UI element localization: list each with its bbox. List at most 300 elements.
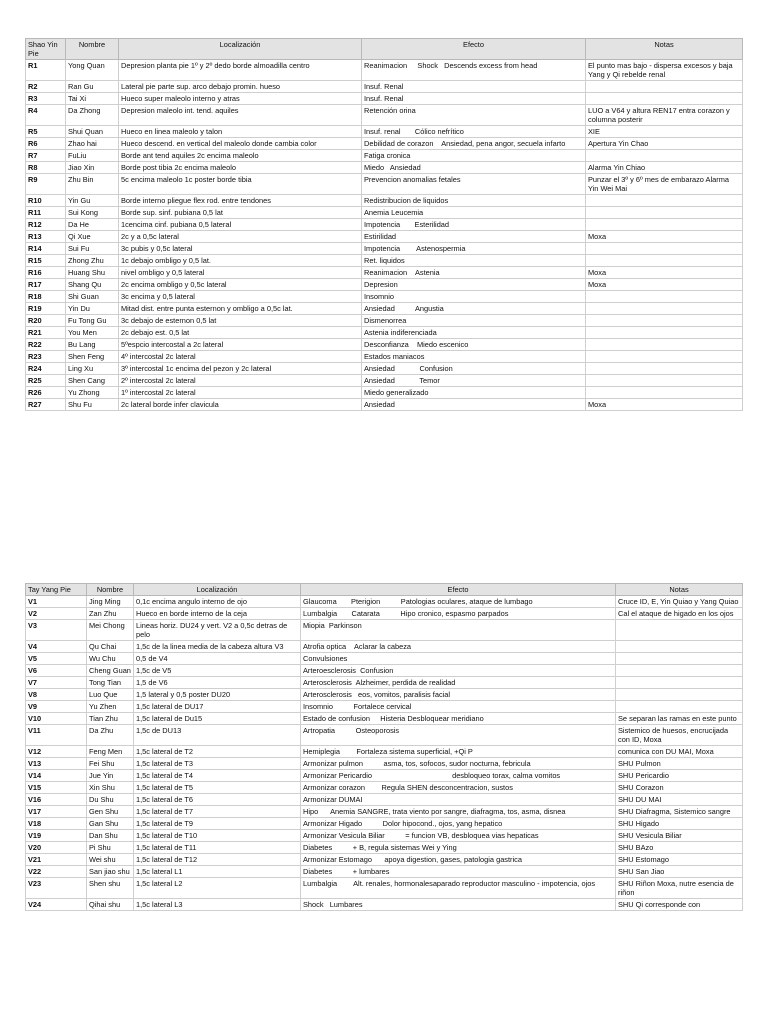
- table-row: [26, 725, 743, 746]
- shao-yin-pie-table: [25, 38, 743, 411]
- point-code: V6: [26, 665, 87, 677]
- localizacion-cell: 3c debajo de esternon 0,5 lat: [119, 315, 362, 327]
- localizacion-cell: Lateral pie parte sup. arco debajo promin. hueso: [119, 81, 362, 93]
- point-name: Huang Shu: [66, 267, 119, 279]
- localizacion-cell: 1,5c lateral L2: [134, 878, 301, 899]
- point-name: Yu Zhong: [66, 387, 119, 399]
- localizacion-cell: 1,5c lateral de T5: [134, 782, 301, 794]
- efecto-cell: Prevencion anomalias fetales: [362, 174, 586, 195]
- table-row: [26, 806, 743, 818]
- localizacion-cell: 1º intercostal 2c lateral: [119, 387, 362, 399]
- table-row: [26, 327, 743, 339]
- point-code: V10: [26, 713, 87, 725]
- notas-cell: Cruce ID, E, Yin Quiao y Yang Quiao: [616, 596, 743, 608]
- table-row: [26, 878, 743, 899]
- point-name: Tong Tian: [87, 677, 134, 689]
- point-name: Yu Zhen: [87, 701, 134, 713]
- point-name: Du Shu: [87, 794, 134, 806]
- point-code: R18: [26, 291, 66, 303]
- point-code: R27: [26, 399, 66, 411]
- point-code: R11: [26, 207, 66, 219]
- localizacion-cell: 1,5c lateral de T2: [134, 746, 301, 758]
- point-code: R14: [26, 243, 66, 255]
- header-nombre: Nombre: [87, 584, 134, 596]
- localizacion-cell: 1,5c lateral de T7: [134, 806, 301, 818]
- table-row: [26, 255, 743, 267]
- notas-cell: [586, 195, 743, 207]
- table-row: [26, 782, 743, 794]
- point-name: Xin Shu: [87, 782, 134, 794]
- point-code: R17: [26, 279, 66, 291]
- efecto-cell: Insomnio Fortalece cervical: [301, 701, 616, 713]
- point-name: Yong Quan: [66, 60, 119, 81]
- point-code: V23: [26, 878, 87, 899]
- point-name: Qi Xue: [66, 231, 119, 243]
- point-name: Da Zhu: [87, 725, 134, 746]
- point-code: R21: [26, 327, 66, 339]
- table-row: [26, 375, 743, 387]
- efecto-cell: Miopia Parkinson: [301, 620, 616, 641]
- localizacion-cell: 1,5c de la linea media de la cabeza altura V3: [134, 641, 301, 653]
- point-code: R10: [26, 195, 66, 207]
- point-code: R23: [26, 351, 66, 363]
- point-name: Zan Zhu: [87, 608, 134, 620]
- point-code: V7: [26, 677, 87, 689]
- point-name: Pi Shu: [87, 842, 134, 854]
- notas-cell: Alarma Yin Chiao: [586, 162, 743, 174]
- point-code: V13: [26, 758, 87, 770]
- point-name: Luo Que: [87, 689, 134, 701]
- point-code: R9: [26, 174, 66, 195]
- notas-cell: [586, 315, 743, 327]
- point-code: R1: [26, 60, 66, 81]
- table-row: [26, 596, 743, 608]
- efecto-cell: Miedo generalizado: [362, 387, 586, 399]
- efecto-cell: Lumbalgia Catarata Hipo cronico, espasmo parpados: [301, 608, 616, 620]
- table-row: [26, 219, 743, 231]
- table-row: [26, 243, 743, 255]
- notas-cell: Apertura Yin Chao: [586, 138, 743, 150]
- notas-cell: SHU Vesicula Biliar: [616, 830, 743, 842]
- table-row: [26, 713, 743, 725]
- efecto-cell: Atrofia optica Aclarar la cabeza: [301, 641, 616, 653]
- efecto-cell: Insuf. renal Cólico nefrítico: [362, 126, 586, 138]
- localizacion-cell: 2c encima ombligo y 0,5c lateral: [119, 279, 362, 291]
- table-row: [26, 207, 743, 219]
- localizacion-cell: Hueco en linea maleolo y talon: [119, 126, 362, 138]
- localizacion-cell: 3º intercostal 1c encima del pezon y 2c lateral: [119, 363, 362, 375]
- efecto-cell: Astenia indiferenciada: [362, 327, 586, 339]
- notas-cell: Moxa: [586, 279, 743, 291]
- table-row: [26, 315, 743, 327]
- table-row: [26, 794, 743, 806]
- header-localizacion: Localización: [134, 584, 301, 596]
- point-name: Shu Fu: [66, 399, 119, 411]
- notas-cell: SHU Pulmon: [616, 758, 743, 770]
- table-row: [26, 351, 743, 363]
- point-name: Gen Shu: [87, 806, 134, 818]
- table-body: [26, 60, 743, 411]
- localizacion-cell: Borde interno pliegue flex rod. entre tendones: [119, 195, 362, 207]
- point-code: R12: [26, 219, 66, 231]
- notas-cell: El punto mas bajo - dispersa excesos y baja Yang y Qi rebelde renal: [586, 60, 743, 81]
- efecto-cell: Armonizar Pericardio desbloqueo torax, calma vomitos: [301, 770, 616, 782]
- efecto-cell: Ansiedad Angustia: [362, 303, 586, 315]
- table-row: [26, 746, 743, 758]
- efecto-cell: Dismenorrea: [362, 315, 586, 327]
- point-name: Fei Shu: [87, 758, 134, 770]
- notas-cell: SHU Estomago: [616, 854, 743, 866]
- table-row: [26, 387, 743, 399]
- point-name: Ran Gu: [66, 81, 119, 93]
- notas-cell: [586, 363, 743, 375]
- efecto-cell: Armonizar DUMAI: [301, 794, 616, 806]
- point-name: Gan Shu: [87, 818, 134, 830]
- point-name: FuLiu: [66, 150, 119, 162]
- notas-cell: [586, 150, 743, 162]
- header-nombre: Nombre: [66, 39, 119, 60]
- localizacion-cell: Depresion planta pie 1º y 2º dedo borde almoadilla centro: [119, 60, 362, 81]
- efecto-cell: Diabetes + B, regula sistemas Wei y Ying: [301, 842, 616, 854]
- notas-cell: [586, 327, 743, 339]
- notas-cell: comunica con DU MAI, Moxa: [616, 746, 743, 758]
- point-name: Shen shu: [87, 878, 134, 899]
- notas-cell: SHU Pericardio: [616, 770, 743, 782]
- table-row: [26, 363, 743, 375]
- notas-cell: SHU Corazon: [616, 782, 743, 794]
- point-name: Qihai shu: [87, 899, 134, 911]
- notas-cell: [616, 677, 743, 689]
- point-code: V14: [26, 770, 87, 782]
- notas-cell: [586, 255, 743, 267]
- efecto-cell: Arteroesclerosis Confusion: [301, 665, 616, 677]
- localizacion-cell: 2º intercostal 2c lateral: [119, 375, 362, 387]
- localizacion-cell: 5ºespcio intercostal a 2c lateral: [119, 339, 362, 351]
- table-row: [26, 279, 743, 291]
- header-efecto: Efecto: [301, 584, 616, 596]
- efecto-cell: Impotencia Astenospermia: [362, 243, 586, 255]
- localizacion-cell: Depresion maleolo int. tend. aquiles: [119, 105, 362, 126]
- table-row: [26, 81, 743, 93]
- localizacion-cell: 3c pubis y 0,5c lateral: [119, 243, 362, 255]
- efecto-cell: Armonizar Vesicula Biliar = funcion VB, desbloquea vias hepaticas: [301, 830, 616, 842]
- efecto-cell: Desconfianza Miedo escenico: [362, 339, 586, 351]
- localizacion-cell: 1,5c lateral de T10: [134, 830, 301, 842]
- localizacion-cell: 2c y a 0,5c lateral: [119, 231, 362, 243]
- localizacion-cell: Mitad dist. entre punta esternon y ombligo a 0,5c lat.: [119, 303, 362, 315]
- point-name: Da He: [66, 219, 119, 231]
- table-row: [26, 126, 743, 138]
- localizacion-cell: 5c encima maleolo 1c poster borde tibia: [119, 174, 362, 195]
- efecto-cell: Estado de confusion Histeria Desbloquear meridiano: [301, 713, 616, 725]
- point-code: R7: [26, 150, 66, 162]
- efecto-cell: Fatiga cronica: [362, 150, 586, 162]
- point-name: Yin Gu: [66, 195, 119, 207]
- notas-cell: Se separan las ramas en este punto: [616, 713, 743, 725]
- localizacion-cell: 2c lateral borde infer clavicula: [119, 399, 362, 411]
- table-row: [26, 138, 743, 150]
- notas-cell: [586, 291, 743, 303]
- point-code: V11: [26, 725, 87, 746]
- table-row: [26, 339, 743, 351]
- notas-cell: SHU Higado: [616, 818, 743, 830]
- notas-cell: Sistemico de huesos, encrucijada con ID, Moxa: [616, 725, 743, 746]
- notas-cell: Moxa: [586, 399, 743, 411]
- localizacion-cell: 1,5 lateral y 0,5 poster DU20: [134, 689, 301, 701]
- table-row: [26, 105, 743, 126]
- point-name: Qu Chai: [87, 641, 134, 653]
- point-code: V19: [26, 830, 87, 842]
- notas-cell: [586, 93, 743, 105]
- localizacion-cell: 1,5 de V6: [134, 677, 301, 689]
- efecto-cell: Arterosclerosis Alzheimer, perdida de realidad: [301, 677, 616, 689]
- efecto-cell: Ansiedad: [362, 399, 586, 411]
- point-code: R4: [26, 105, 66, 126]
- point-code: R24: [26, 363, 66, 375]
- point-name: Bu Lang: [66, 339, 119, 351]
- localizacion-cell: 3c encima y 0,5 lateral: [119, 291, 362, 303]
- table-row: [26, 231, 743, 243]
- point-code: V1: [26, 596, 87, 608]
- point-code: V17: [26, 806, 87, 818]
- localizacion-cell: nivel ombligo y 0,5 lateral: [119, 267, 362, 279]
- point-code: R8: [26, 162, 66, 174]
- point-name: Jue Yin: [87, 770, 134, 782]
- point-code: V8: [26, 689, 87, 701]
- efecto-cell: Debilidad de corazon Ansiedad, pena angor, secuela infarto: [362, 138, 586, 150]
- notas-cell: [616, 701, 743, 713]
- point-code: V15: [26, 782, 87, 794]
- header-efecto: Efecto: [362, 39, 586, 60]
- localizacion-cell: 1,5c de V5: [134, 665, 301, 677]
- localizacion-cell: 1,5c lateral de T12: [134, 854, 301, 866]
- notas-cell: [586, 387, 743, 399]
- efecto-cell: Insuf. Renal: [362, 81, 586, 93]
- localizacion-cell: 1,5c lateral de T4: [134, 770, 301, 782]
- point-name: Mei Chong: [87, 620, 134, 641]
- point-name: Shen Feng: [66, 351, 119, 363]
- header-meridian: Tay Yang Pie: [26, 584, 87, 596]
- point-code: V21: [26, 854, 87, 866]
- point-code: R3: [26, 93, 66, 105]
- notas-cell: [616, 665, 743, 677]
- table-row: [26, 842, 743, 854]
- notas-cell: SHU Qi corresponde con: [616, 899, 743, 911]
- localizacion-cell: 1,5c lateral de T3: [134, 758, 301, 770]
- table-row: [26, 758, 743, 770]
- table-row: [26, 665, 743, 677]
- localizacion-cell: Borde sup. sinf. pubiana 0,5 lat: [119, 207, 362, 219]
- tay-yang-pie-table: [25, 583, 743, 911]
- point-code: R5: [26, 126, 66, 138]
- notas-cell: [616, 641, 743, 653]
- point-code: R26: [26, 387, 66, 399]
- point-code: R22: [26, 339, 66, 351]
- point-name: Fu Tong Gu: [66, 315, 119, 327]
- point-name: Zhao hai: [66, 138, 119, 150]
- notas-cell: [586, 303, 743, 315]
- point-code: V4: [26, 641, 87, 653]
- localizacion-cell: 1,5c lateral de T6: [134, 794, 301, 806]
- table-row: [26, 303, 743, 315]
- table-row: [26, 150, 743, 162]
- point-name: Wu Chu: [87, 653, 134, 665]
- efecto-cell: Ansiedad Confusion: [362, 363, 586, 375]
- notas-cell: Punzar el 3º y 6º mes de embarazo Alarma Yin Wei Mai: [586, 174, 743, 195]
- point-code: R19: [26, 303, 66, 315]
- table-row: [26, 267, 743, 279]
- localizacion-cell: Hueco super maleolo interno y atras: [119, 93, 362, 105]
- notas-cell: SHU San Jiao: [616, 866, 743, 878]
- notas-cell: [586, 219, 743, 231]
- header-localizacion: Localización: [119, 39, 362, 60]
- localizacion-cell: 1,5c lateral de Du15: [134, 713, 301, 725]
- efecto-cell: Armonizar Estomago apoya digestion, gases, patologia gastrica: [301, 854, 616, 866]
- efecto-cell: Anemia Leucemia: [362, 207, 586, 219]
- point-name: San jiao shu: [87, 866, 134, 878]
- point-name: Yin Du: [66, 303, 119, 315]
- point-name: Shi Guan: [66, 291, 119, 303]
- notas-cell: [586, 339, 743, 351]
- point-name: Shui Quan: [66, 126, 119, 138]
- table-row: [26, 291, 743, 303]
- point-name: Feng Men: [87, 746, 134, 758]
- point-name: Tai Xi: [66, 93, 119, 105]
- point-name: Sui Fu: [66, 243, 119, 255]
- notas-cell: [616, 653, 743, 665]
- table-row: [26, 854, 743, 866]
- localizacion-cell: 1,5c lateral L1: [134, 866, 301, 878]
- table-row: [26, 689, 743, 701]
- point-code: V9: [26, 701, 87, 713]
- notas-cell: [616, 620, 743, 641]
- header-meridian: Shao Yin Pie: [26, 39, 66, 60]
- notas-cell: Moxa: [586, 267, 743, 279]
- point-name: Dan Shu: [87, 830, 134, 842]
- point-code: V16: [26, 794, 87, 806]
- point-name: Jing Ming: [87, 596, 134, 608]
- efecto-cell: Estados maniacos: [362, 351, 586, 363]
- efecto-cell: Reanimacion Shock Descends excess from head: [362, 60, 586, 81]
- table-row: [26, 899, 743, 911]
- point-code: V2: [26, 608, 87, 620]
- notas-cell: Cal el ataque de higado en los ojos: [616, 608, 743, 620]
- point-code: R2: [26, 81, 66, 93]
- localizacion-cell: 1,5c de DU13: [134, 725, 301, 746]
- efecto-cell: Retención orina: [362, 105, 586, 126]
- notas-cell: SHU Riñon Moxa, nutre esencia de riñon: [616, 878, 743, 899]
- efecto-cell: Artropatia Osteoporosis: [301, 725, 616, 746]
- localizacion-cell: 4º intercostal 2c lateral: [119, 351, 362, 363]
- notas-cell: Moxa: [586, 231, 743, 243]
- table-row: [26, 830, 743, 842]
- notas-cell: [586, 351, 743, 363]
- table-row: [26, 174, 743, 195]
- notas-cell: XIE: [586, 126, 743, 138]
- table-row: [26, 818, 743, 830]
- localizacion-cell: 0,5 de V4: [134, 653, 301, 665]
- notas-cell: [586, 207, 743, 219]
- table-row: [26, 399, 743, 411]
- localizacion-cell: Borde post tibia 2c encima maleolo: [119, 162, 362, 174]
- notas-cell: [586, 81, 743, 93]
- efecto-cell: Hipo Anemia SANGRE, trata viento por sangre, diafragma, tos, asma, disnea: [301, 806, 616, 818]
- point-code: V20: [26, 842, 87, 854]
- efecto-cell: Ret. liquidos: [362, 255, 586, 267]
- table-header-row: [26, 584, 743, 596]
- table-row: [26, 608, 743, 620]
- efecto-cell: Diabetes + lumbares: [301, 866, 616, 878]
- point-code: V24: [26, 899, 87, 911]
- efecto-cell: Shock Lumbares: [301, 899, 616, 911]
- point-code: R15: [26, 255, 66, 267]
- point-name: Ling Xu: [66, 363, 119, 375]
- efecto-cell: Impotencia Esterilidad: [362, 219, 586, 231]
- efecto-cell: Reanimacion Astenia: [362, 267, 586, 279]
- point-name: Tian Zhu: [87, 713, 134, 725]
- localizacion-cell: Hueco en borde interno de la ceja: [134, 608, 301, 620]
- efecto-cell: Insomnio: [362, 291, 586, 303]
- efecto-cell: Redistribucion de liquidos: [362, 195, 586, 207]
- point-code: V18: [26, 818, 87, 830]
- localizacion-cell: 1,5c lateral de DU17: [134, 701, 301, 713]
- efecto-cell: Ansiedad Temor: [362, 375, 586, 387]
- header-notas: Notas: [616, 584, 743, 596]
- point-name: Zhong Zhu: [66, 255, 119, 267]
- point-code: V22: [26, 866, 87, 878]
- table-header-row: [26, 39, 743, 60]
- point-name: Sui Kong: [66, 207, 119, 219]
- notas-cell: SHU Diafragma, Sistemico sangre: [616, 806, 743, 818]
- notas-cell: SHU DU MAI: [616, 794, 743, 806]
- point-code: R6: [26, 138, 66, 150]
- point-name: Zhu Bin: [66, 174, 119, 195]
- localizacion-cell: 1,5c lateral de T9: [134, 818, 301, 830]
- localizacion-cell: 1c debajo ombligo y 0,5 lat.: [119, 255, 362, 267]
- table-row: [26, 162, 743, 174]
- point-name: You Men: [66, 327, 119, 339]
- header-notas: Notas: [586, 39, 743, 60]
- efecto-cell: Hemiplegia Fortaleza sistema superficial, +Qi P: [301, 746, 616, 758]
- table-row: [26, 653, 743, 665]
- point-code: V3: [26, 620, 87, 641]
- table-row: [26, 866, 743, 878]
- efecto-cell: Insuf. Renal: [362, 93, 586, 105]
- notas-cell: LUO a V64 y altura REN17 entra corazon y columna posterir: [586, 105, 743, 126]
- efecto-cell: Estirilidad: [362, 231, 586, 243]
- localizacion-cell: Lineas horiz. DU24 y vert. V2 a 0,5c detras de pelo: [134, 620, 301, 641]
- efecto-cell: Convulsiones: [301, 653, 616, 665]
- table-row: [26, 641, 743, 653]
- localizacion-cell: 2c debajo est. 0,5 lat: [119, 327, 362, 339]
- point-name: Wei shu: [87, 854, 134, 866]
- localizacion-cell: Hueco descend. en vertical del maleolo donde cambia color: [119, 138, 362, 150]
- table-row: [26, 60, 743, 81]
- point-name: Da Zhong: [66, 105, 119, 126]
- point-code: R16: [26, 267, 66, 279]
- efecto-cell: Miedo Ansiedad: [362, 162, 586, 174]
- point-name: Shen Cang: [66, 375, 119, 387]
- efecto-cell: Armonizar pulmon asma, tos, sofocos, sudor nocturna, febricula: [301, 758, 616, 770]
- table-row: [26, 620, 743, 641]
- point-name: Shang Qu: [66, 279, 119, 291]
- notas-cell: [616, 689, 743, 701]
- table-row: [26, 93, 743, 105]
- efecto-cell: Arterosclerosis eos, vomitos, paralisis facial: [301, 689, 616, 701]
- efecto-cell: Glaucoma Pterigion Patologias oculares, ataque de lumbago: [301, 596, 616, 608]
- localizacion-cell: Borde ant tend aquiles 2c encima maleolo: [119, 150, 362, 162]
- point-code: V5: [26, 653, 87, 665]
